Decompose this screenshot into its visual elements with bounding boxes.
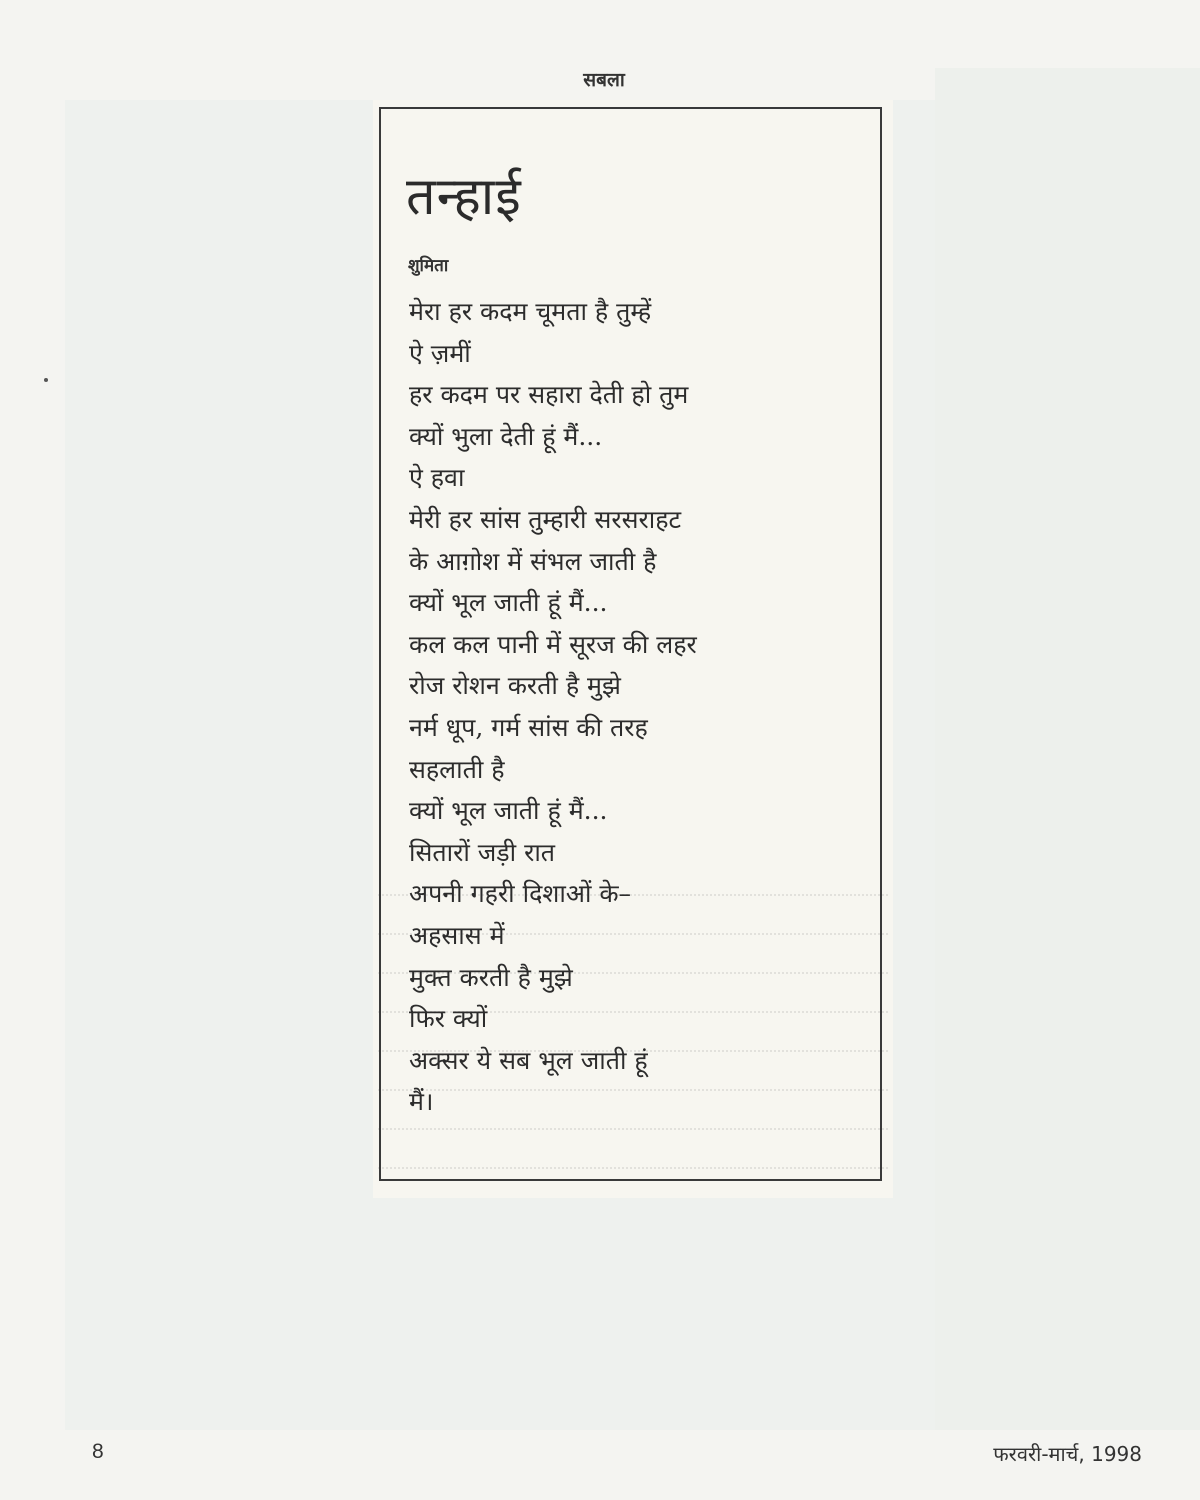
poem-line: क्यों भूल जाती हूं मैं... <box>409 588 608 618</box>
poem-line: क्यों भूल जाती हूं मैं... <box>409 796 608 826</box>
adjacent-page-shade <box>935 68 1200 1430</box>
poem-box <box>379 107 882 1181</box>
poem-line: हर कदम पर सहारा देती हो तुम <box>409 380 689 410</box>
poem-line: अक्सर ये सब भूल जाती हूं <box>409 1045 648 1075</box>
poem-line: ऐ हवा <box>409 463 465 493</box>
poem-line: अपनी गहरी दिशाओं के– <box>409 879 632 909</box>
scan-speck <box>44 378 48 382</box>
poem-title: तन्हाई <box>406 167 522 227</box>
poem-line: मेरा हर कदम चूमता है तुम्हें <box>409 297 652 326</box>
poem-line: अहसास में <box>409 920 505 950</box>
poem-line: सितारों जड़ी रात <box>409 837 556 867</box>
issue-date: फरवरी-मार्च, 1998 <box>993 1442 1142 1466</box>
poem-body <box>409 291 697 1123</box>
poem-line: क्यों भुला देती हूं मैं... <box>409 421 603 451</box>
poem-author: शुमिता <box>408 256 449 276</box>
poem-line: फिर क्यों <box>409 1004 488 1034</box>
poem-line: मेरी हर सांस तुम्हारी सरसराहट <box>409 504 682 534</box>
poem-line: रोज रोशन करती है मुझे <box>409 671 621 701</box>
poem-line: मुक्त करती है मुझे <box>409 962 573 992</box>
poem-line: मैं। <box>409 1087 434 1117</box>
page-number: 8 <box>92 1440 104 1463</box>
poem-line: ऐ ज़मीं <box>409 338 471 368</box>
poem-line: कल कल पानी में सूरज की लहर <box>409 629 697 659</box>
magazine-running-head: सबला <box>583 69 625 91</box>
poem-line: सहलाती है <box>409 754 505 784</box>
poem-line: नर्म धूप, गर्म सांस की तरह <box>409 712 648 742</box>
poem-line: के आग़ोश में संभल जाती है <box>409 546 657 576</box>
